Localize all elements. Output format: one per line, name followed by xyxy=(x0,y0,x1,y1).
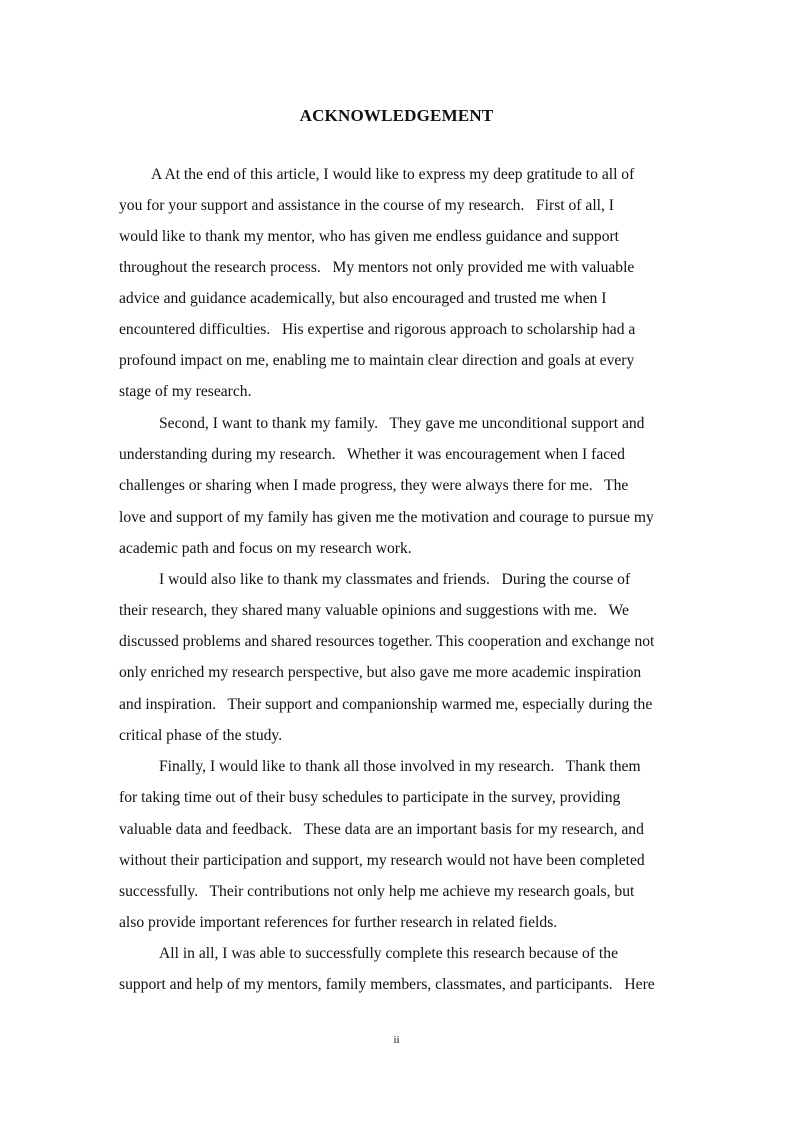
paragraph-line-18: and inspiration. Their support and companionship warmed me, especially during the xyxy=(119,696,653,713)
paragraph-line-20: Finally, I would like to thank all those involved in my research. Thank them xyxy=(159,758,641,775)
paragraph-line-3: would like to thank my mentor, who has given me endless guidance and support xyxy=(119,228,620,245)
page-title: ACKNOWLEDGEMENT xyxy=(299,106,494,125)
paragraph-line-6: encountered difficulties. His expertise and rigorous approach to scholarship had a xyxy=(119,321,636,338)
paragraph-line-16: discussed problems and shared resources together. This cooperation and exchange not xyxy=(119,633,655,650)
paragraph-line-5: advice and guidance academically, but also encouraged and trusted me when I xyxy=(119,290,607,307)
paragraph-line-15: their research, they shared many valuable opinions and suggestions with me. We xyxy=(119,602,629,619)
paragraph-line-21: for taking time out of their busy schedules to participate in the survey, providing xyxy=(119,789,621,806)
paragraph-line-4: throughout the research process. My mentors not only provided me with valuable xyxy=(119,259,635,276)
paragraph-line-8: stage of my research. xyxy=(119,383,252,400)
paragraph-line-26: All in all, I was able to successfully complete this research because of the xyxy=(159,945,618,962)
paragraph-line-12: love and support of my family has given me the motivation and courage to pursue my xyxy=(119,509,654,526)
paragraph-line-13: academic path and focus on my research work. xyxy=(119,540,412,557)
paragraph-line-19: critical phase of the study. xyxy=(119,727,283,744)
paragraph-line-25: also provide important references for further research in related fields. xyxy=(119,914,558,931)
paragraph-line-1: A At the end of this article, I would like to express my deep gratitude to all of xyxy=(151,166,635,183)
paragraph-line-7: profound impact on me, enabling me to maintain clear direction and goals at every xyxy=(119,352,635,369)
paragraph-line-14: I would also like to thank my classmates and friends. During the course of xyxy=(159,571,631,588)
paragraph-line-23: without their participation and support, my research would not have been completed xyxy=(119,852,645,869)
paragraph-line-10: understanding during my research. Whether it was encouragement when I faced xyxy=(119,446,625,463)
paragraph-line-22: valuable data and feedback. These data are an important basis for my research, and xyxy=(119,821,644,838)
paragraph-line-9: Second, I want to thank my family. They gave me unconditional support and xyxy=(159,415,645,432)
paragraph-line-2: you for your support and assistance in the course of my research. First of all, I xyxy=(119,197,614,214)
page-number: ii xyxy=(393,1034,400,1046)
paragraph-line-17: only enriched my research perspective, but also gave me more academic inspiration xyxy=(119,664,642,681)
paragraph-line-11: challenges or sharing when I made progress, they were always there for me. The xyxy=(119,477,629,494)
paragraph-line-24: successfully. Their contributions not only help me achieve my research goals, but xyxy=(119,883,635,900)
paragraph-line-27: support and help of my mentors, family members, classmates, and participants. Here xyxy=(119,976,655,993)
